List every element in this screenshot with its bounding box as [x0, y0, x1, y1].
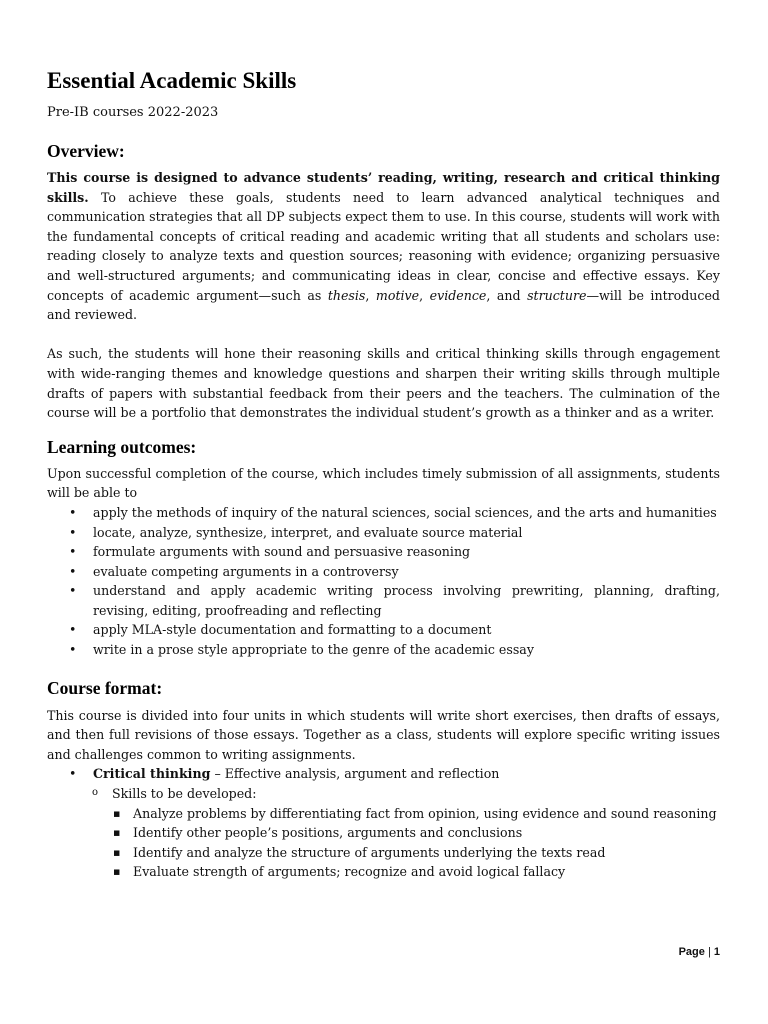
overview-body-end: —will be introduced and reviewed.	[47, 287, 720, 323]
list-item: • formulate arguments with sound and persuasive reasoning	[47, 542, 720, 562]
page-label: Page	[678, 946, 705, 958]
term-separator: , and	[486, 287, 528, 303]
term-motive: motive	[375, 287, 420, 303]
term-separator: ,	[365, 287, 376, 303]
overview-heading: Overview:	[47, 141, 125, 161]
document-page	[47, 66, 720, 882]
page-separator: |	[704, 946, 714, 958]
skill-item: ▪ Evaluate strength of arguments; recognize and avoid logical fallacy	[47, 862, 720, 882]
overview-lead-sentence: This course is designed to advance students’ reading, writing, research and critical thinking skills.	[47, 170, 720, 205]
list-item: • locate, analyze, synthesize, interpret, and evaluate source material	[47, 523, 720, 543]
unit-item	[47, 764, 720, 784]
course-format-heading: Course format:	[47, 677, 163, 698]
overview-body-text: To achieve these goals, students need to learn advanced analytical techniques and communication strategies that all DP subjects expect them to use. In this course, students will work with the fundamental concepts of critical reading and academic writing that all students and scholars use: reading closely to analyze texts and question sources; reasoning with evidence; organizing persuasive and well-structured arguments; and communicating ideas in clear, concise and effective essays. Key concepts of academic argument—such as	[47, 189, 720, 303]
page-footer	[679, 944, 720, 960]
skills-list	[47, 804, 720, 882]
unit-description: – Effective analysis, argument and reflection	[210, 766, 500, 782]
learning-outcomes-list	[47, 503, 720, 660]
list-item: • apply MLA-style documentation and formatting to a document	[47, 620, 720, 640]
term-structure: structure	[527, 287, 587, 303]
course-units-list	[47, 764, 720, 784]
course-format-intro: This course is divided into four units in which students will write short exercises, then drafts of essays, and then full revisions of those essays. Together as a class, students will explore specific writing issues and challenges common to writing assignments.	[47, 707, 720, 762]
overview-paragraph-1	[47, 168, 720, 325]
unit-title: Critical thinking	[93, 766, 211, 782]
overview-paragraph-2: As such, the students will hone their reasoning skills and critical thinking skills through engagement with wide-ranging themes and knowledge questions and sharpen their writing skills through multiple drafts of papers with substantial feedback from their peers and the teachers. The culmination of the course will be a portfolio that demonstrates the individual student’s growth as a thinker and as a writer.	[47, 346, 720, 421]
skill-item: ▪ Analyze problems by differentiating fact from opinion, using evidence and sound reasoning	[47, 804, 720, 824]
document-title: Essential Academic Skills	[47, 68, 297, 93]
page-number: 1	[713, 946, 720, 958]
term-separator: ,	[419, 287, 430, 303]
list-item: • apply the methods of inquiry of the natural sciences, social sciences, and the arts and humanities	[47, 503, 720, 523]
term-evidence: evidence	[429, 287, 487, 303]
learning-outcomes-intro: Upon successful completion of the course, which includes timely submission of all assignments, students will be able to	[47, 465, 720, 501]
skill-item: ▪ Identify and analyze the structure of arguments underlying the texts read	[47, 843, 720, 863]
list-item: • understand and apply academic writing process involving prewriting, planning, drafting, revising, editing, proofreading and reflecting	[47, 581, 720, 620]
list-item: • write in a prose style appropriate to the genre of the academic essay	[47, 640, 720, 660]
document-subtitle: Pre-IB courses 2022-2023	[47, 105, 219, 120]
list-item: • evaluate competing arguments in a controversy	[47, 562, 720, 582]
term-thesis: thesis	[327, 287, 366, 303]
skill-item: ▪ Identify other people’s positions, arguments and conclusions	[47, 823, 720, 843]
learning-outcomes-heading: Learning outcomes:	[47, 436, 197, 457]
skills-sublist	[47, 784, 720, 804]
skills-label: o Skills to be developed:	[47, 784, 720, 804]
